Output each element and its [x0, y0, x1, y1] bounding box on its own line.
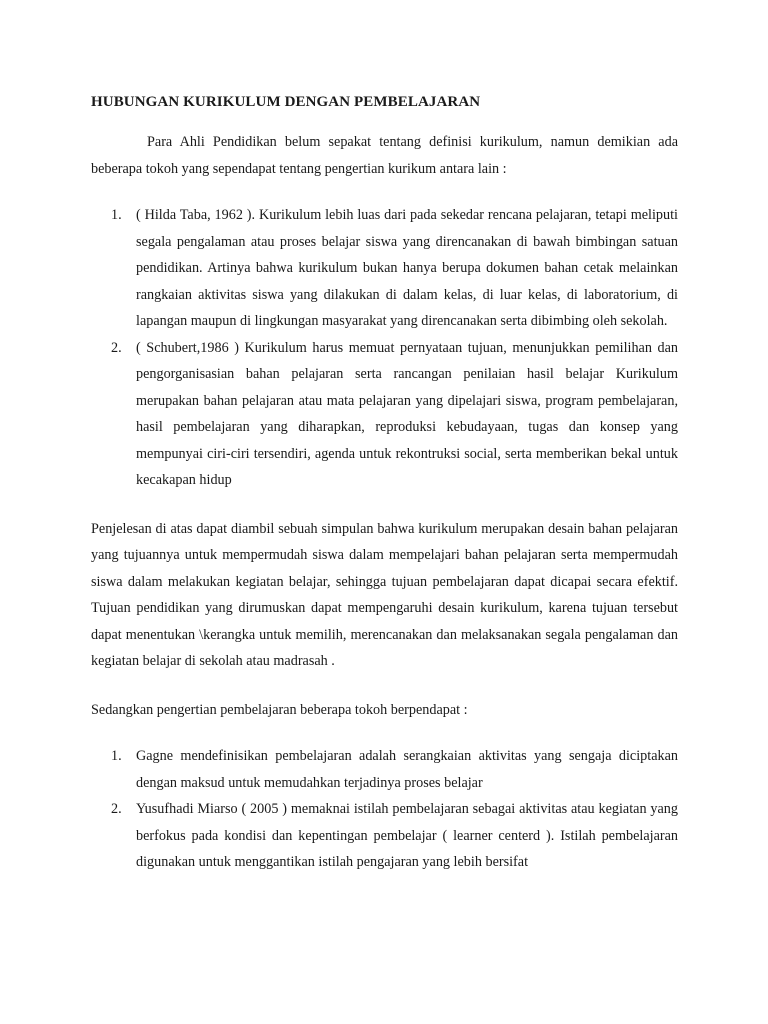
list-item-text: ( Hilda Taba, 1962 ). Kurikulum lebih luas dari pada sekedar rencana pelajaran, tetapi meliputi segala pengalaman atau proses belajar siswa yang direncanakan di bawah bimbingan satuan pendidikan. Artinya bahwa kurikulum bukan hanya berupa dokumen bahan cetak melainkan rangkaian aktivitas siswa yang dilakukan di dalam kelas, di luar kelas, di laboratorium, di lapangan maupun di lingkungan masyarakat yang direncanakan serta dibimbing oleh sekolah.: [136, 207, 678, 329]
list-number: 2.: [111, 339, 122, 356]
pembelajaran-definition-list: [91, 743, 678, 876]
learning-intro-paragraph: Sedangkan pengertian pembelajaran beberapa tokoh berpendapat :: [91, 701, 468, 718]
list-number: 1.: [111, 748, 122, 764]
list-item-text: Gagne mendefinisikan pembelajaran adalah serangkaian aktivitas yang sengaja diciptakan dengan maksud untuk memudahkan terjadinya proses belajar: [136, 748, 678, 791]
list-item-text: ( Schubert,1986 ) Kurikulum harus memuat pernyataan tujuan, menunjukkan pemilihan dan pengorganisasian bahan pelajaran serta rancangan penilaian hasil belajar Kurikulum merupakan bahan pelajaran atau mata pelajaran yang dipelajari siswa, program pembelajaran, hasil pembelajaran yang diharapkan, reproduksi kebudayaan, tugas dan konsep yang mempunyai ciri-ciri tersendiri, agenda untuk rekontruksi social, serta memberikan bekal untuk kecakapan hidup: [136, 339, 678, 488]
summary-paragraph: Penjelesan di atas dapat diambil sebuah simpulan bahwa kurikulum merupakan desain bahan pelajaran yang tujuannya untuk mempermudah siswa dalam mempelajari bahan pelajaran serta mempermudah siswa dalam melakukan kegiatan belajar, sehingga tujuan pembelajaran dapat dicapai secara efektif. Tujuan pendidikan yang dirumuskan dapat mempengaruhi desain kurikulum, karena tujuan tersebut dapat menentukan \kerangka untuk memilih, merencanakan dan melaksanakan segala pengalaman dan kegiatan belajar di sekolah atau madrasah .: [91, 520, 678, 669]
list-item-text: Yusufhadi Miarso ( 2005 ) memaknai istilah pembelajaran sebagai aktivitas atau kegiatan yang berfokus pada kondisi dan kepentingan pembelajar ( learner centerd ). Istilah pembelajaran digunakan untuk menggantikan istilah pengajaran yang lebih bersifat: [136, 801, 678, 870]
list-item: [91, 202, 678, 335]
kurikulum-definition-list: [91, 202, 678, 494]
list-item: [91, 335, 678, 494]
intro-paragraph: Para Ahli Pendidikan belum sepakat tentang definisi kurikulum, namun demikian ada beberapa tokoh yang sependapat tentang pengertian kurikum antara lain :: [91, 134, 678, 177]
list-number: 2.: [111, 801, 122, 817]
document-body: [91, 93, 678, 876]
document-title: HUBUNGAN KURIKULUM DENGAN PEMBELAJARAN: [91, 94, 481, 110]
list-item: [91, 796, 678, 876]
list-number: 1.: [111, 207, 122, 223]
list-item: [91, 743, 678, 796]
